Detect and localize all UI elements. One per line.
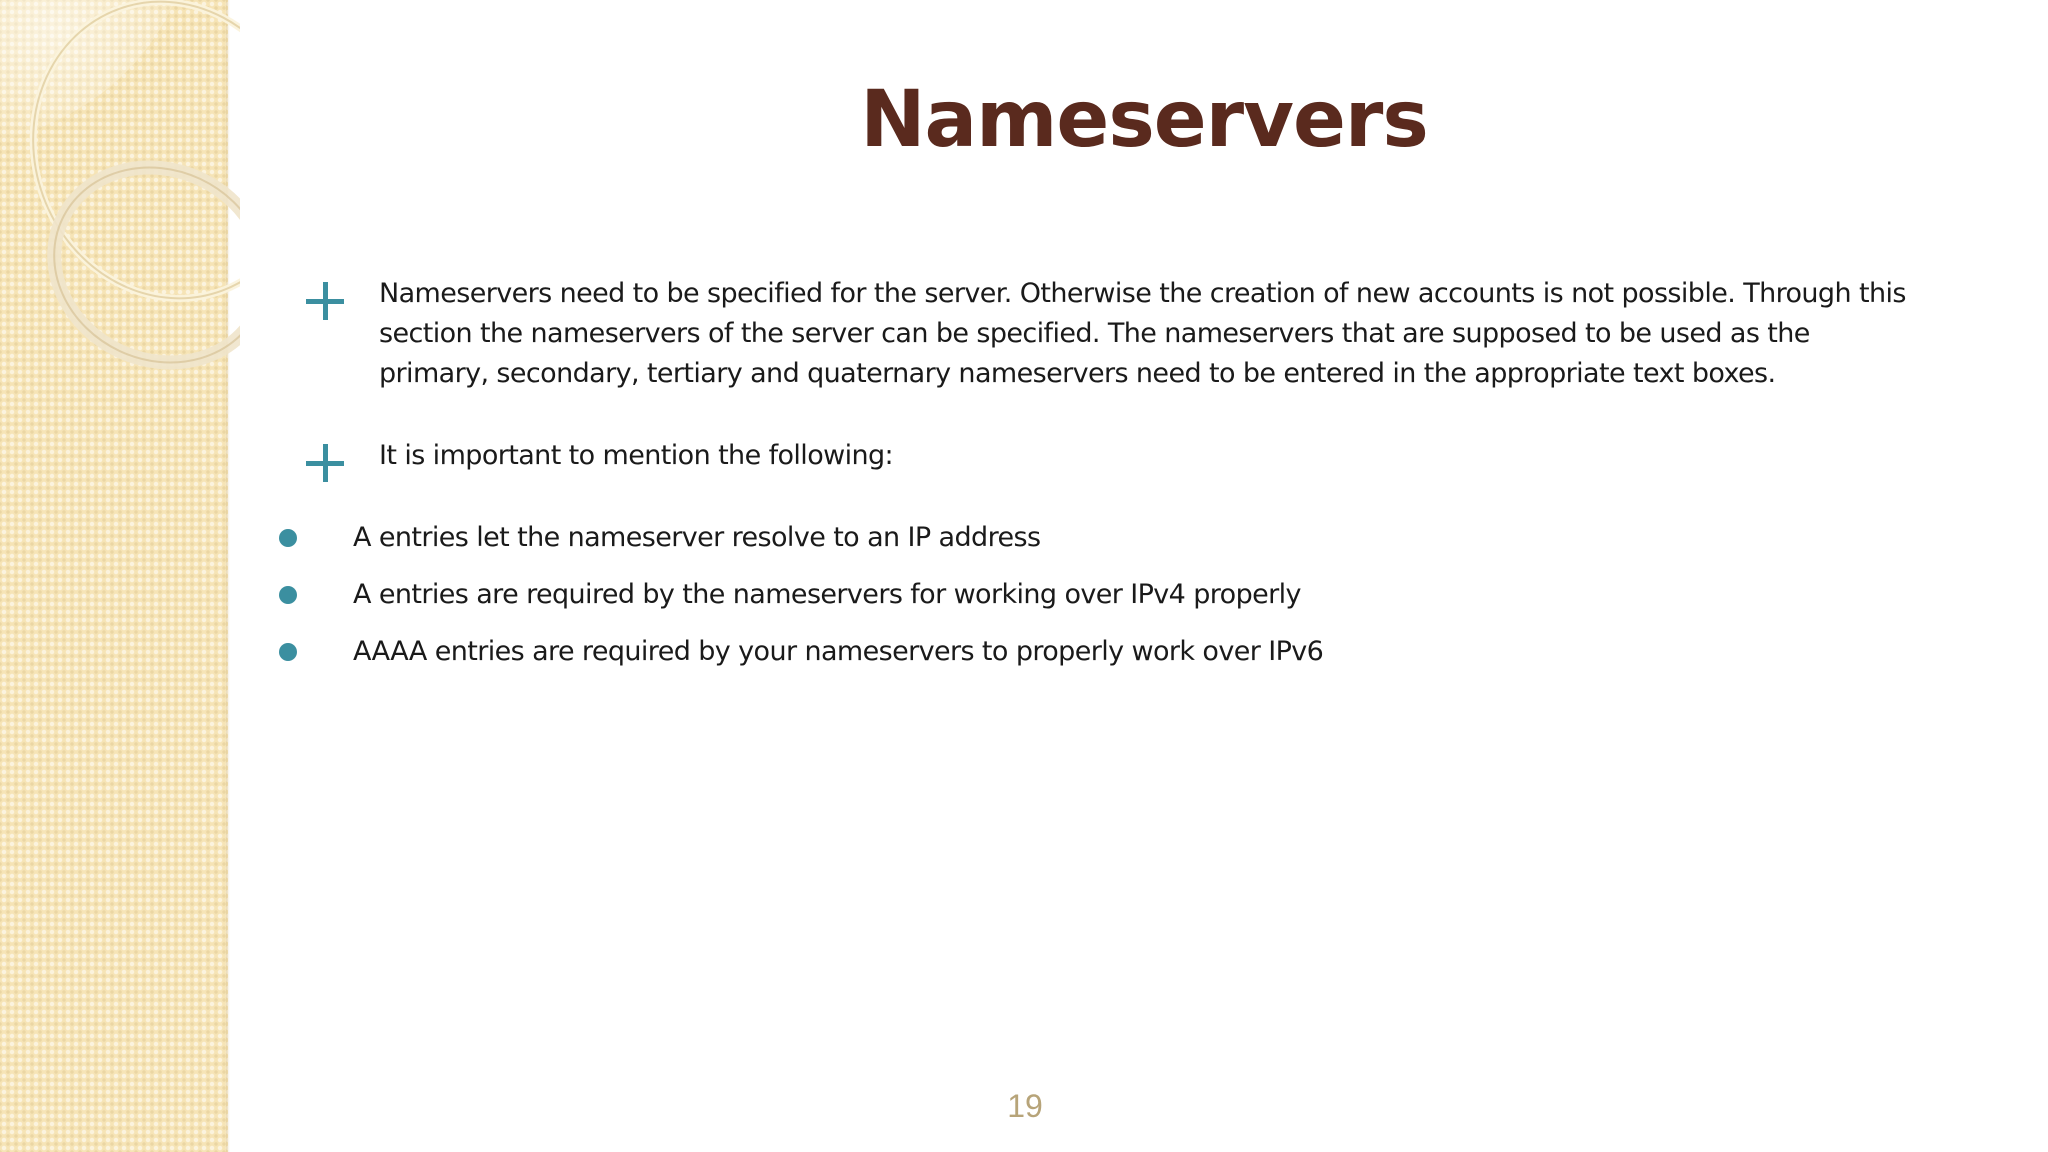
bullet-item xyxy=(306,436,1916,476)
bullet-text: It is important to mention the following: xyxy=(379,440,894,471)
dot-icon xyxy=(279,586,297,604)
sub-bullet-text: A entries let the nameserver resolve to an IP address xyxy=(353,522,1041,553)
dot-icon xyxy=(279,529,297,547)
page-number: 19 xyxy=(1007,1088,1043,1124)
plus-icon xyxy=(306,444,344,482)
plus-icon xyxy=(306,282,344,320)
decorative-rings xyxy=(0,0,240,420)
bullet-item xyxy=(306,274,1916,394)
sub-bullet-text: A entries are required by the nameservers for working over IPv4 properly xyxy=(353,579,1301,610)
sub-bullet-text: AAAA entries are required by your nameservers to properly work over IPv6 xyxy=(353,636,1324,667)
bullet-text: Nameservers need to be specified for the server. Otherwise the creation of new accounts is not possible. Through this section the nameservers of the server can be specified. The nameservers that are supposed to be used as the primary, secondary, tertiary and quaternary nameservers need to be entered in the appropriate text boxes. xyxy=(379,278,1906,389)
dot-icon xyxy=(279,643,297,661)
slide-title: Nameservers xyxy=(860,75,1428,165)
corner-highlight xyxy=(0,0,175,140)
